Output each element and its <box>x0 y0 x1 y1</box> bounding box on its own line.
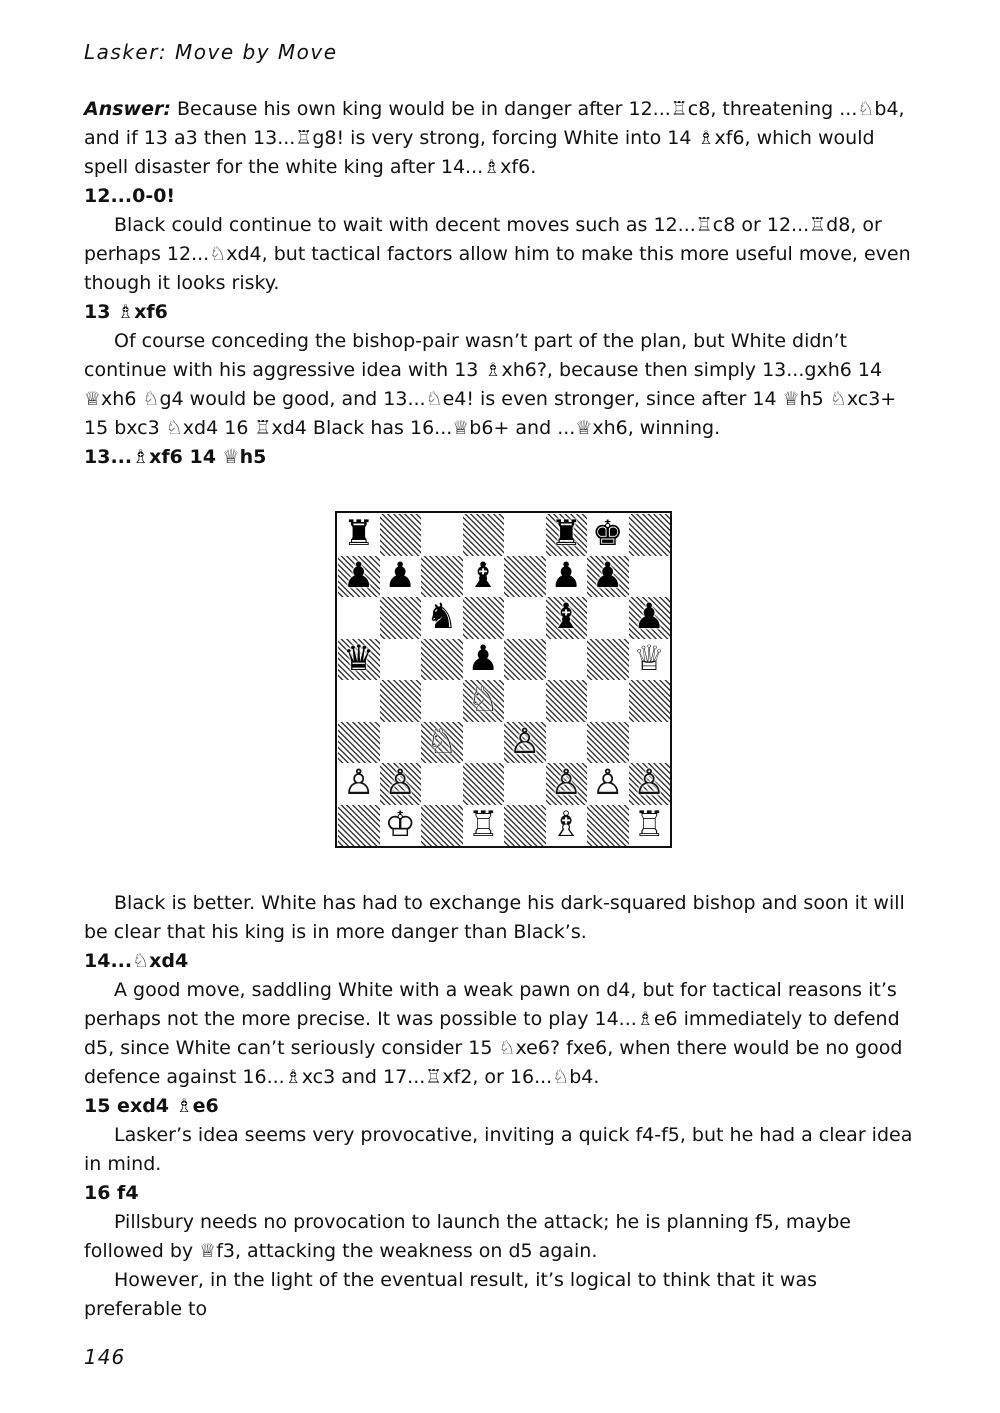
chess-piece: ♝ <box>467 555 499 596</box>
chess-piece: ♙ <box>550 763 582 804</box>
chess-piece: ♟ <box>592 555 624 596</box>
square-g8 <box>587 514 629 556</box>
square-c7 <box>421 556 463 598</box>
square-a6 <box>338 597 380 639</box>
square-f3 <box>546 722 588 764</box>
square-a3 <box>338 722 380 764</box>
square-h2 <box>629 763 671 805</box>
chess-piece: ♟ <box>467 638 499 679</box>
square-e5 <box>504 639 546 681</box>
chess-piece: ♟ <box>550 555 582 596</box>
chess-piece: ♘ <box>467 680 499 721</box>
square-e3 <box>504 722 546 764</box>
chess-piece: ♟ <box>384 555 416 596</box>
chess-diagram <box>335 511 672 848</box>
square-g7 <box>587 556 629 598</box>
move-heading: 15 exd4 ♗e6 <box>84 1095 219 1117</box>
chess-piece: ♛ <box>343 638 375 679</box>
move-heading: 16 f4 <box>84 1182 139 1204</box>
square-h1 <box>629 805 671 847</box>
chess-piece: ♙ <box>592 763 624 804</box>
square-d6 <box>463 597 505 639</box>
chess-piece: ♖ <box>633 804 665 845</box>
commentary-paragraph: Black is better. White has had to exchange his dark-squared bishop and soon it will be clear that his king is in more danger than Black’s. <box>84 892 905 943</box>
square-a5 <box>338 639 380 681</box>
chess-piece: ♕ <box>633 638 665 679</box>
commentary-paragraph: Black could continue to wait with decent moves such as 12...♖c8 or 12...♖d8, or perhaps 12...♘xd4, but tactical factors allow him to make this more useful move, even though it looks risky. <box>84 214 911 294</box>
square-e7 <box>504 556 546 598</box>
commentary-paragraph: A good move, saddling White with a weak pawn on d4, but for tactical reasons it’s perhaps not the more precise. It was possible to play 14...♗e6 immediately to defend d5, since White can’t seriously consider 15 ♘xe6? fxe6, when there would be no good defence against 16...♗xc3 and 17...♖xf2, or 16...♘b4. <box>84 979 903 1088</box>
chess-piece: ♝ <box>550 597 582 638</box>
square-f1 <box>546 805 588 847</box>
chess-piece: ♜ <box>550 514 582 555</box>
square-b4 <box>380 680 422 722</box>
square-d7 <box>463 556 505 598</box>
text-block-bottom <box>84 889 920 1324</box>
square-a8 <box>338 514 380 556</box>
move-heading: 13...♗xf6 14 ♕h5 <box>84 446 267 468</box>
chess-piece: ♚ <box>592 514 624 555</box>
square-h6 <box>629 597 671 639</box>
square-g2 <box>587 763 629 805</box>
answer-text: Because his own king would be in danger after 12...♖c8, threatening ...♘b4, and if 13 a3 then 13...♖g8! is very strong, forcing White into 14 ♗xf6, which would spell disaster for the white king after 14...♗xf6. <box>84 98 905 178</box>
square-b3 <box>380 722 422 764</box>
chess-piece: ♖ <box>467 804 499 845</box>
square-g4 <box>587 680 629 722</box>
square-d3 <box>463 722 505 764</box>
square-e1 <box>504 805 546 847</box>
square-b1 <box>380 805 422 847</box>
square-d8 <box>463 514 505 556</box>
square-d5 <box>463 639 505 681</box>
square-c8 <box>421 514 463 556</box>
square-c5 <box>421 639 463 681</box>
square-a7 <box>338 556 380 598</box>
square-a1 <box>338 805 380 847</box>
square-d4 <box>463 680 505 722</box>
running-head: Lasker: Move by Move <box>84 40 338 64</box>
square-g5 <box>587 639 629 681</box>
chess-piece: ♙ <box>633 763 665 804</box>
square-h7 <box>629 556 671 598</box>
chess-piece: ♙ <box>343 763 375 804</box>
chess-piece: ♙ <box>509 721 541 762</box>
square-b6 <box>380 597 422 639</box>
square-f8 <box>546 514 588 556</box>
square-f7 <box>546 556 588 598</box>
square-f5 <box>546 639 588 681</box>
answer-paragraph <box>84 95 920 182</box>
chess-piece: ♜ <box>343 514 375 555</box>
square-f4 <box>546 680 588 722</box>
square-a4 <box>338 680 380 722</box>
chess-piece: ♗ <box>550 804 582 845</box>
move-heading: 14...♘xd4 <box>84 950 189 972</box>
square-h3 <box>629 722 671 764</box>
square-b8 <box>380 514 422 556</box>
square-b7 <box>380 556 422 598</box>
square-g6 <box>587 597 629 639</box>
square-h5 <box>629 639 671 681</box>
square-c1 <box>421 805 463 847</box>
text-block-top <box>84 95 920 472</box>
move-heading: 12...0-0! <box>84 185 176 207</box>
square-c2 <box>421 763 463 805</box>
page-number: 146 <box>84 1345 126 1369</box>
square-e6 <box>504 597 546 639</box>
commentary-paragraph: Lasker’s idea seems very provocative, inviting a quick f4-f5, but he had a clear idea in mind. <box>84 1124 913 1175</box>
chess-piece: ♟ <box>343 555 375 596</box>
square-b2 <box>380 763 422 805</box>
chess-piece: ♘ <box>426 721 458 762</box>
chess-piece: ♔ <box>384 804 416 845</box>
commentary-paragraph: Pillsbury needs no provocation to launch the attack; he is planning f5, maybe followed by ♕f3, attacking the weakness on d5 again. <box>84 1211 851 1262</box>
square-a2 <box>338 763 380 805</box>
answer-label: Answer: <box>84 98 171 120</box>
square-c4 <box>421 680 463 722</box>
square-e8 <box>504 514 546 556</box>
chess-piece: ♞ <box>426 597 458 638</box>
square-g1 <box>587 805 629 847</box>
square-c3 <box>421 722 463 764</box>
square-f2 <box>546 763 588 805</box>
chess-board <box>338 514 670 846</box>
chess-piece: ♟ <box>633 597 665 638</box>
square-d2 <box>463 763 505 805</box>
square-h4 <box>629 680 671 722</box>
square-e2 <box>504 763 546 805</box>
square-e4 <box>504 680 546 722</box>
square-g3 <box>587 722 629 764</box>
move-heading: 13 ♗xf6 <box>84 301 168 323</box>
square-f6 <box>546 597 588 639</box>
square-c6 <box>421 597 463 639</box>
commentary-paragraph: However, in the light of the eventual result, it’s logical to think that it was preferable to <box>84 1269 818 1320</box>
commentary-paragraph: Of course conceding the bishop-pair wasn’t part of the plan, but White didn’t continue with his aggressive idea with 13 ♗xh6?, because then simply 13...gxh6 14 ♕xh6 ♘g4 would be good, and 13...♘e4! is even stronger, since after 14 ♕h5 ♘xc3+ 15 bxc3 ♘xd4 16 ♖xd4 Black has 16...♕b6+ and ...♕xh6, winning. <box>84 330 897 439</box>
square-h8 <box>629 514 671 556</box>
square-b5 <box>380 639 422 681</box>
chess-piece: ♙ <box>384 763 416 804</box>
square-d1 <box>463 805 505 847</box>
